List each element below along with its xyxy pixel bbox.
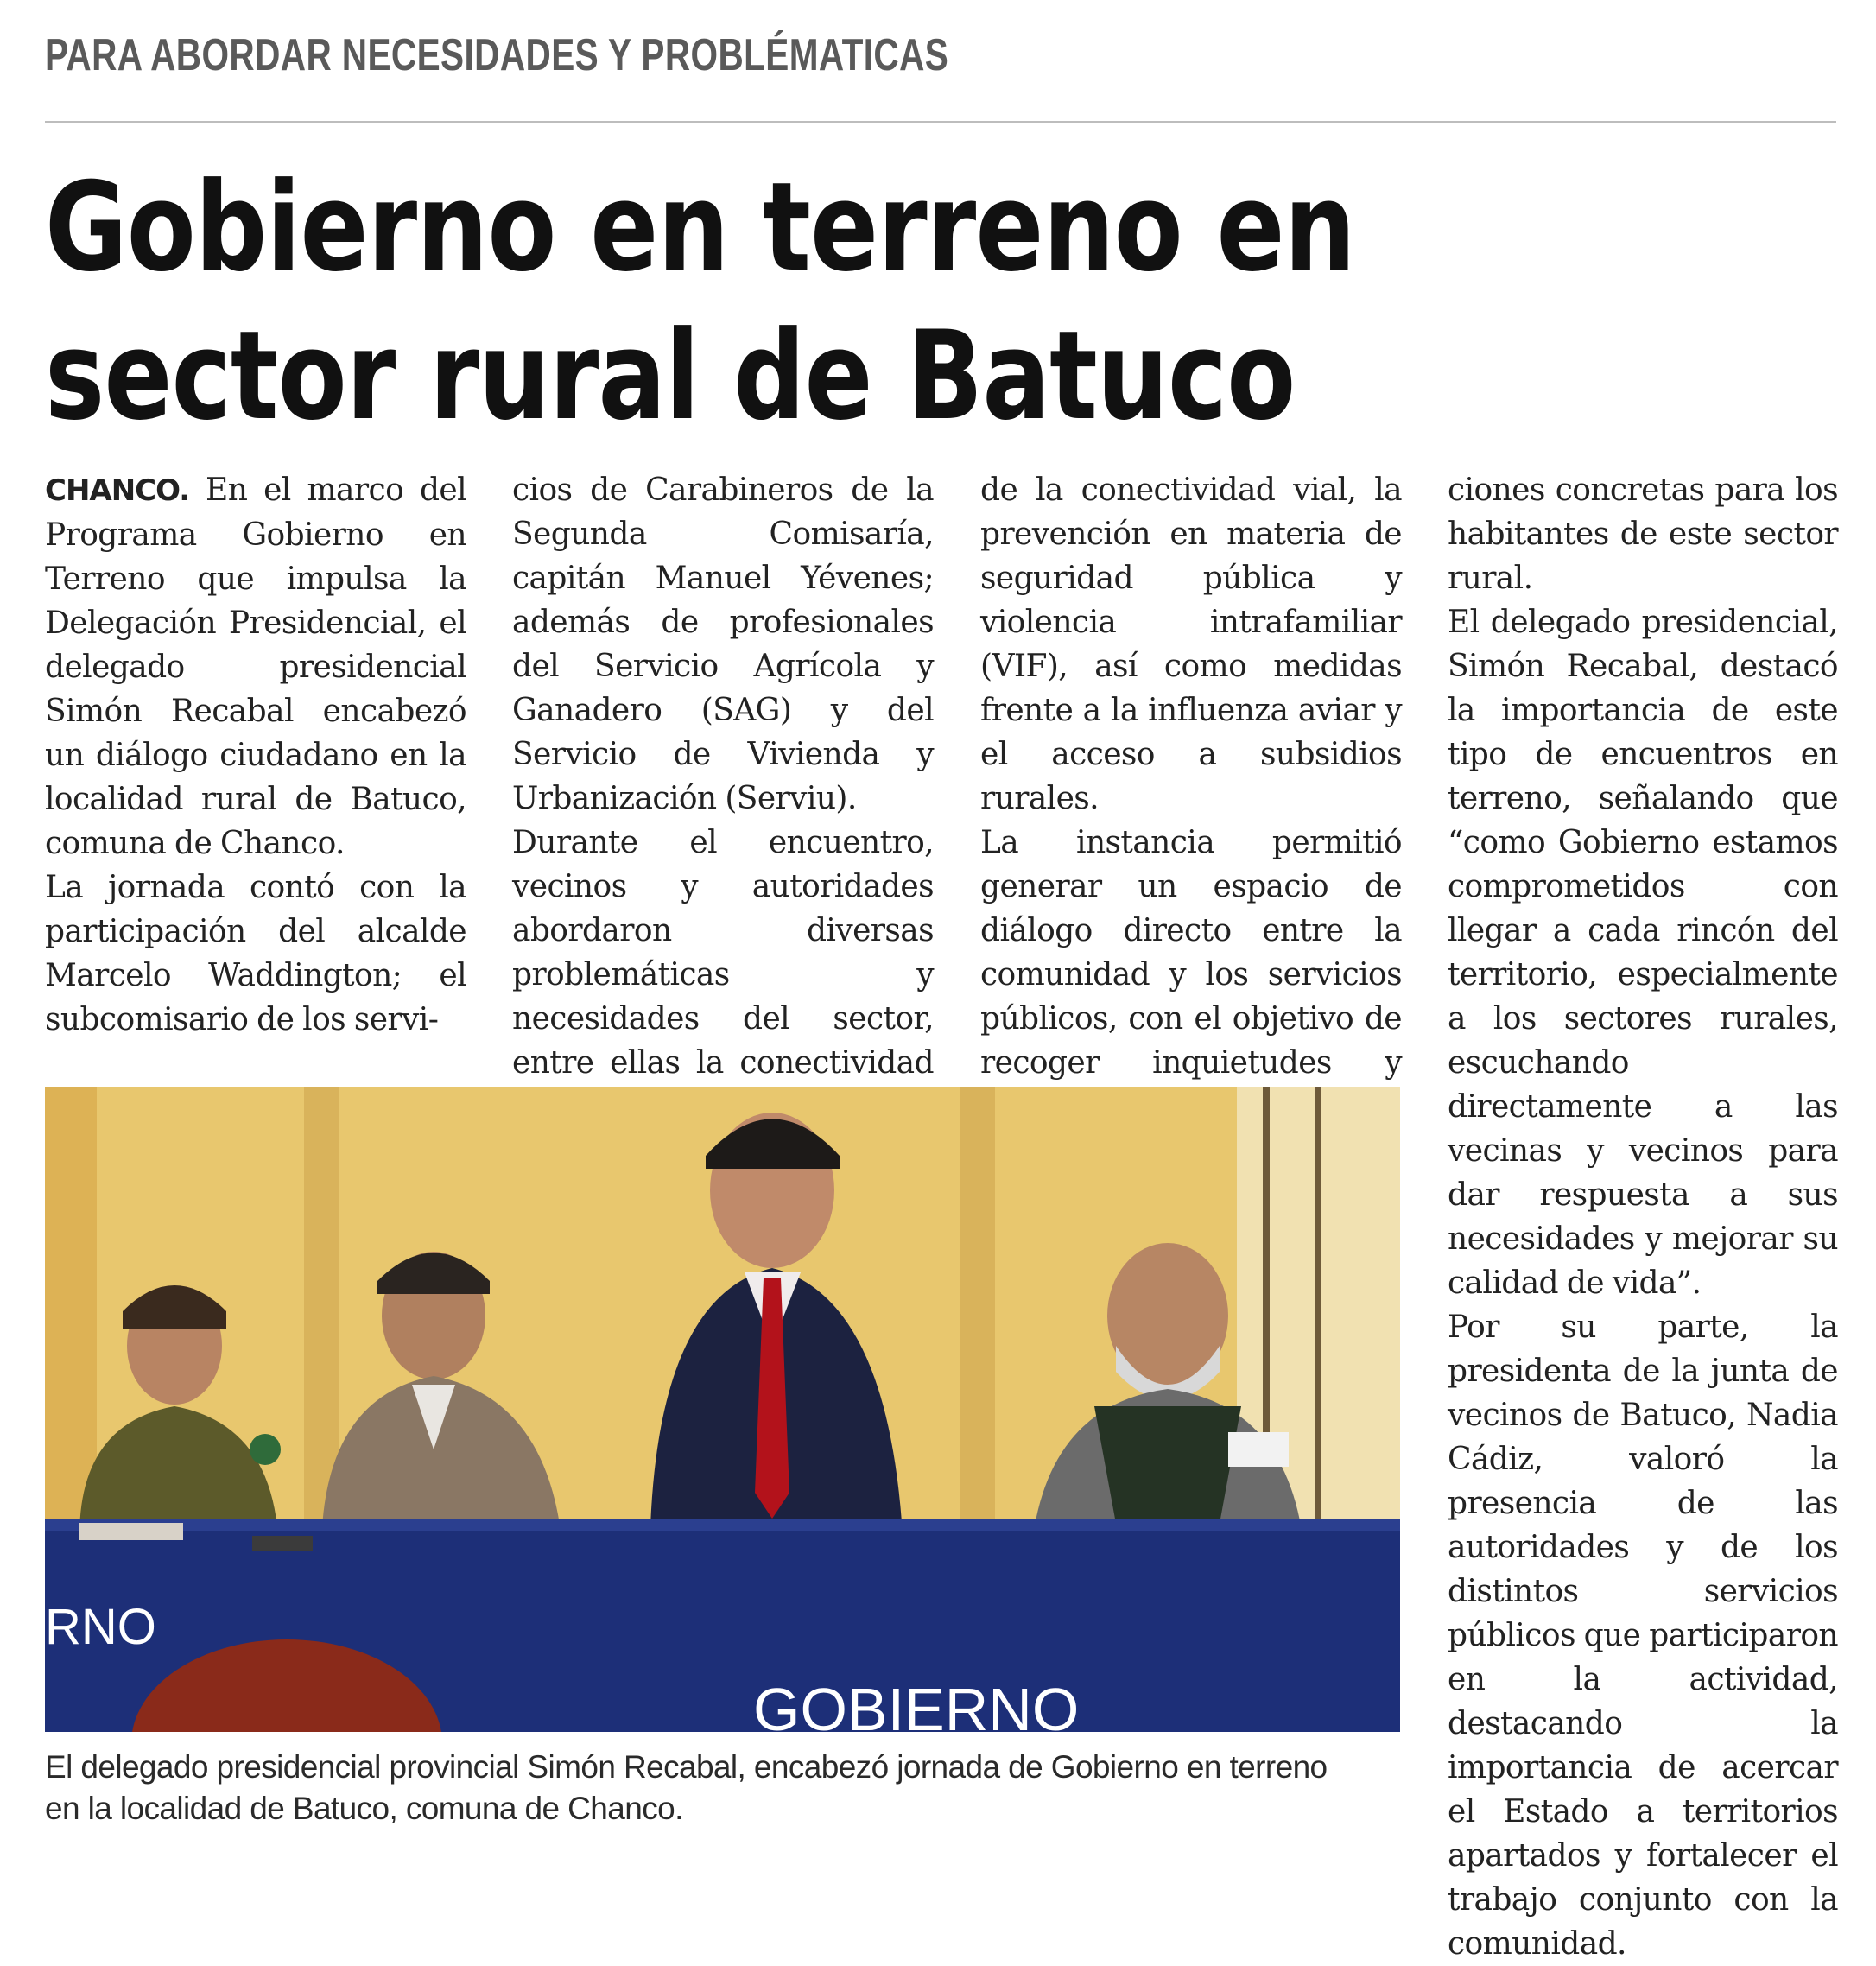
photo-pillar — [960, 1087, 995, 1536]
article-paragraph — [45, 468, 466, 866]
headline — [45, 154, 1355, 451]
article-paragraph: Por su parte, la presidenta de la junta de vecinos de Batuco, Nadia Cádiz, valoró la presencia de las autoridades y de los distintos servicios públicos que participaron en la actividad, destacando la importancia de acercar el Estado a territorios apartados y fortalecer el trabajo conjunto con la comunidad. — [1448, 1310, 1838, 1962]
caption-line-2: en la localidad de Batuco, comuna de Chanco. — [45, 1791, 683, 1826]
photo-table-edge — [45, 1519, 1400, 1531]
photo-illustration — [45, 1087, 1400, 1732]
caption-line-1: El delegado presidencial provincial Simón Recabal, encabezó jornada de Gobierno en terreno — [45, 1749, 1328, 1785]
divider — [45, 121, 1836, 123]
article-paragraph: El delegado presidencial, Simón Recabal, destacó la importancia de este tipo de encuentros en terreno, señalando que “como Gobierno estamos comprometidos con llegar a cada rincón del territorio, especialmente a los sectores rurales, escuchando directamente a las vecinas y vecinos para dar respuesta a sus necesidades y mejorar su calidad de vida”. — [1448, 605, 1838, 1301]
kicker: PARA ABORDAR NECESIDADES Y PROBLÉMATICAS — [45, 30, 949, 80]
article-paragraph: La jornada contó con la participación del alcalde Marcelo Waddington; el subcomisario de los servi- — [45, 870, 466, 1037]
dateline: CHANCO. — [45, 473, 190, 508]
article-column-1 — [45, 468, 466, 1042]
headline-line-1: Gobierno en terreno en — [45, 156, 1355, 299]
article-paragraph: Durante el encuentro, vecinos y autoridades abordaron diversas problemáticas y necesidades del sector, entre ellas la conectividad — [512, 825, 934, 1081]
photo-papers — [79, 1523, 183, 1540]
article-paragraph: cios de Carabineros de la Segunda Comisaría, capitán Manuel Yévenes; además de profesionales del Servicio Agrícola y Ganadero (SAG) y del Servicio de Vivienda y Urbanización (Serviu). — [512, 472, 934, 816]
photo-window-bar — [1315, 1087, 1321, 1570]
article-paragraph: de la conectividad vial, la prevención en materia de seguridad pública y violencia intrafamiliar (VIF), así como medidas frente a la influenza aviar y el acceso a subsidios rurales. — [980, 472, 1402, 816]
photo-banner-text-bottom: GOBIERNO — [753, 1676, 1080, 1732]
photo-caption — [45, 1747, 1410, 1830]
article-column-4 — [1448, 468, 1838, 1966]
headline-line-2: sector rural de Batuco — [45, 305, 1296, 447]
article-column-3 — [980, 468, 1402, 1129]
photo-banner-text-left: RNO — [45, 1599, 156, 1655]
article-paragraph: ciones concretas para los habitantes de este sector rural. — [1448, 472, 1838, 596]
article-paragraph: La instancia permitió generar un espacio de diálogo directo entre la comunidad y los servicios públicos, con el objetivo de recoger inquietudes y — [980, 825, 1402, 1081]
article-photo — [45, 1087, 1400, 1732]
article-column-2 — [512, 468, 934, 1173]
paragraph-text: En el marco del Programa Gobierno en Terreno que impulsa la Delegación Presidencial, el delegado presidencial Simón Recabal encabezó un diálogo ciudadano en la localidad rural de Batuco, comuna de Chanco. — [45, 472, 467, 861]
photo-glasses — [252, 1536, 313, 1551]
